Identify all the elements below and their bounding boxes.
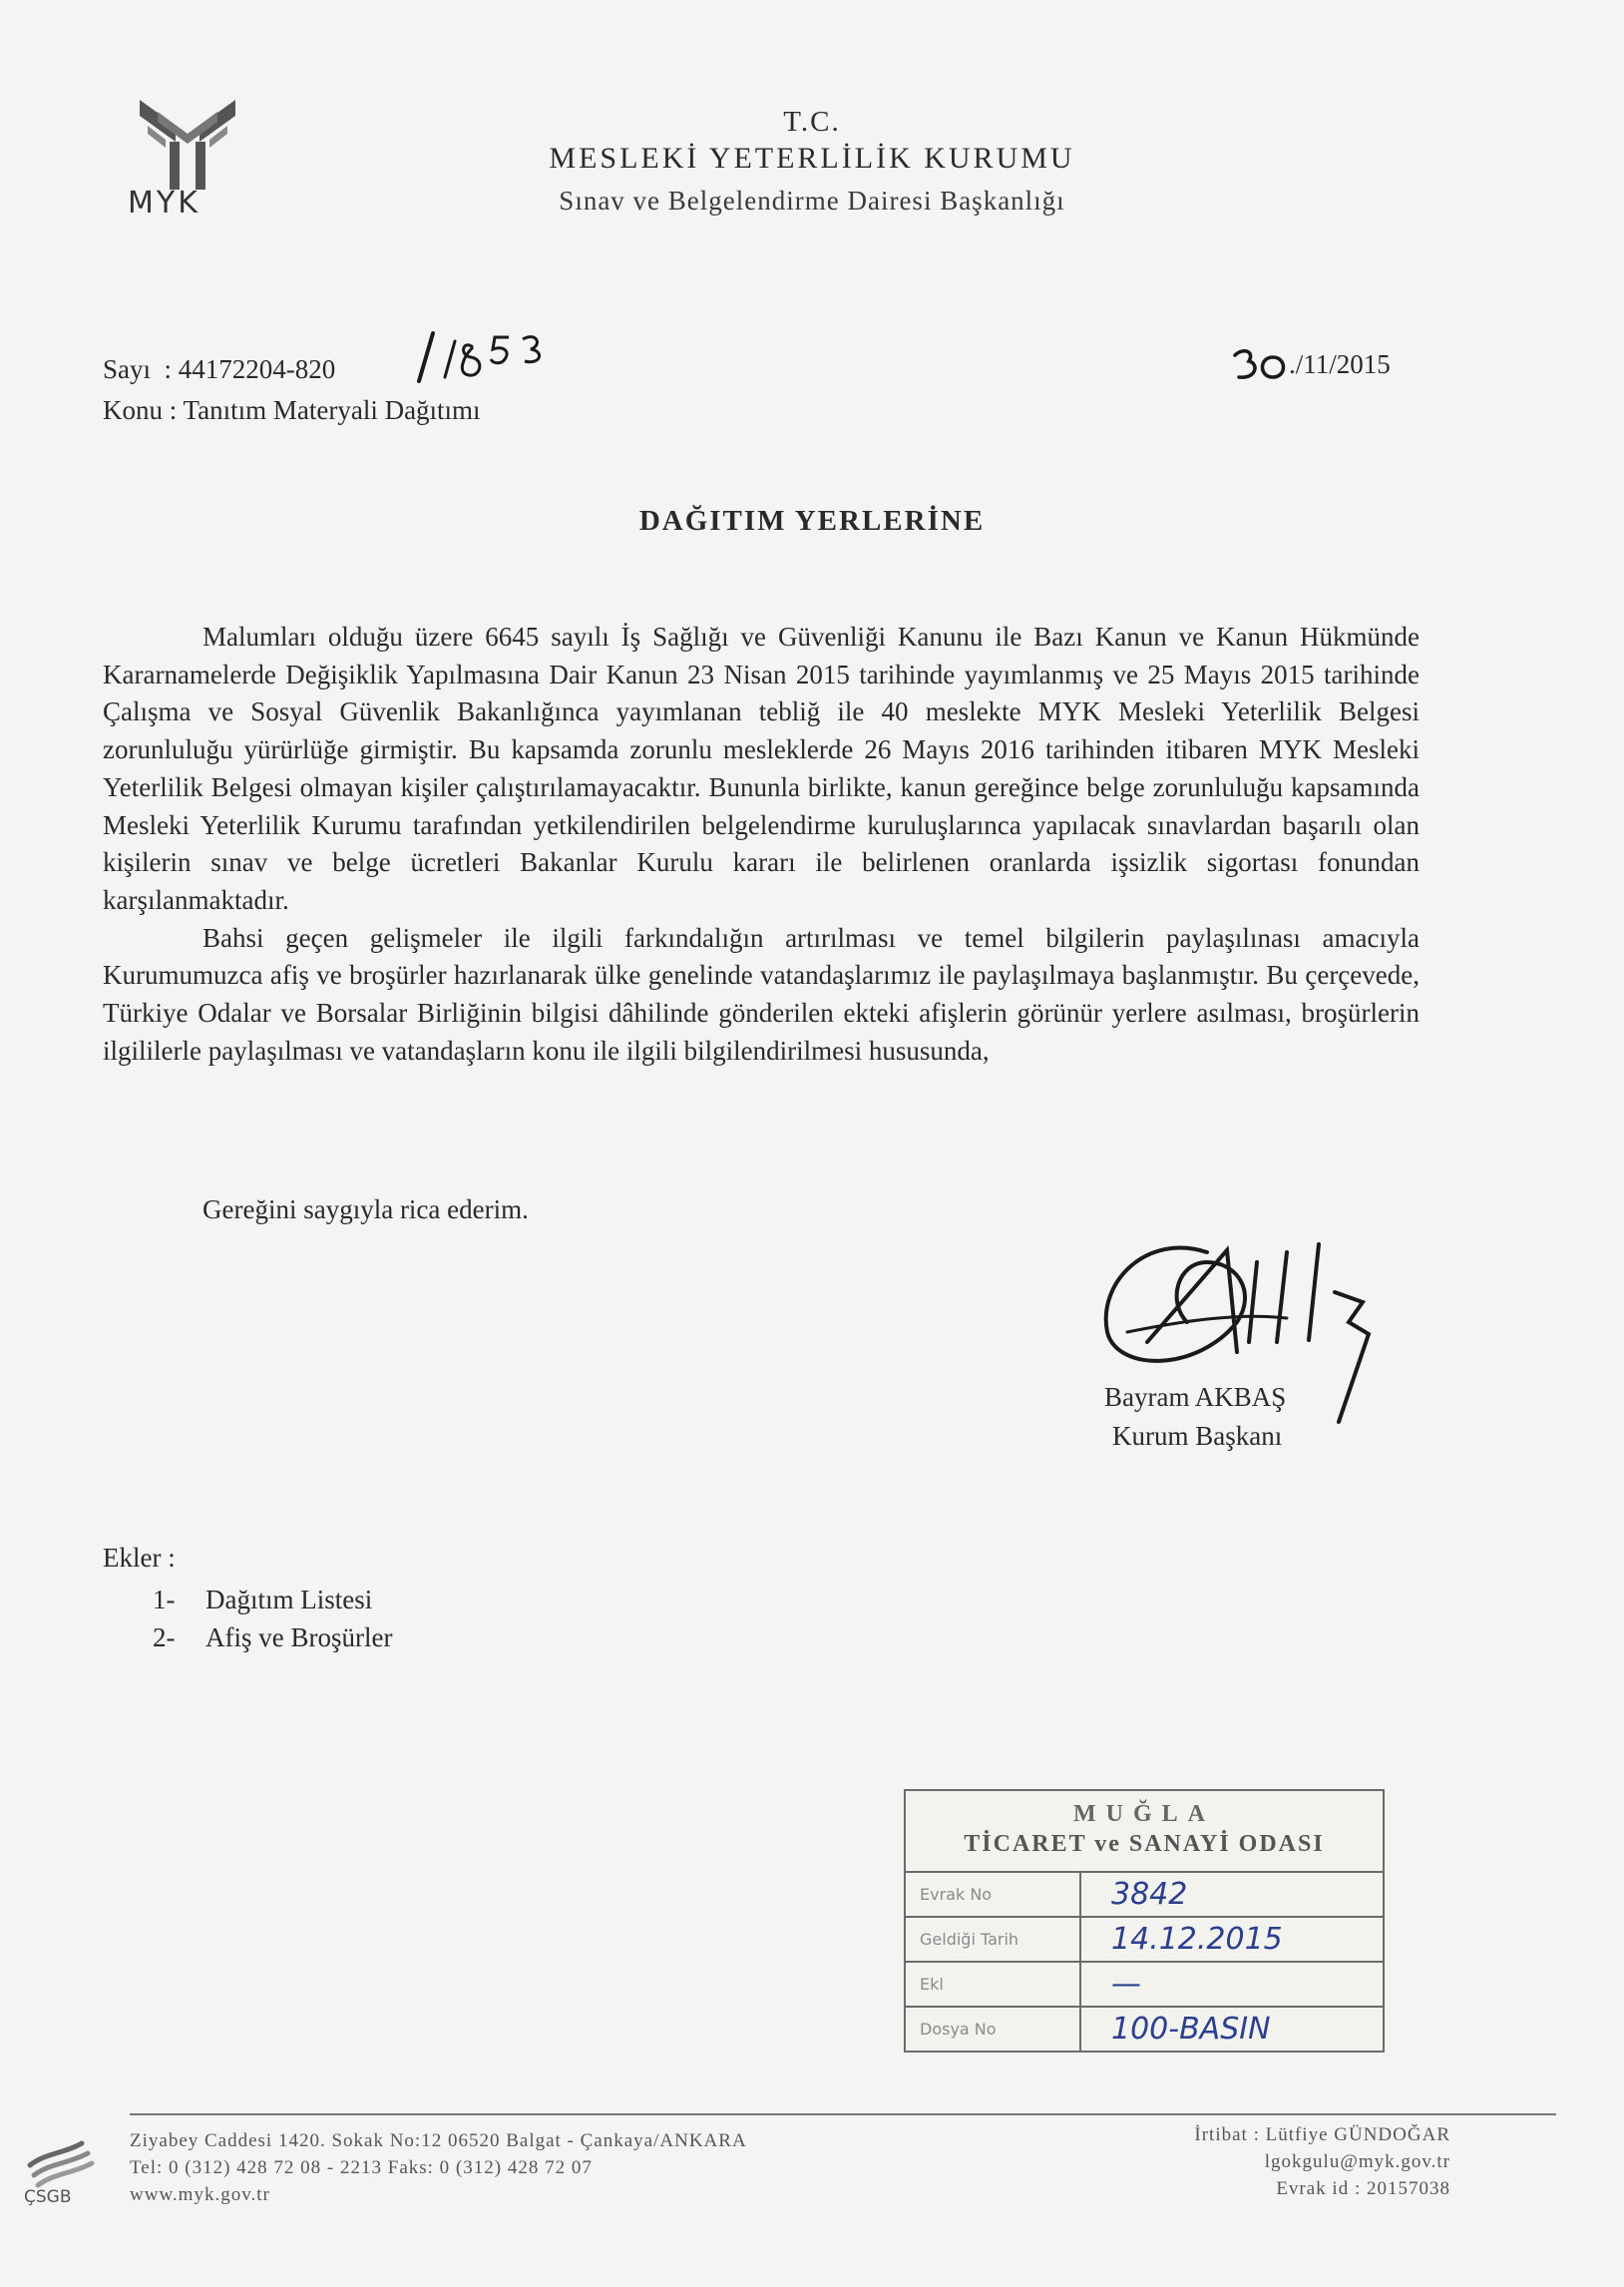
date-handwritten-day bbox=[1229, 345, 1289, 385]
footer-divider bbox=[130, 2113, 1556, 2115]
registry-stamp bbox=[904, 1789, 1385, 2053]
stamp-label: Dosya No bbox=[906, 2007, 1080, 2051]
sayi-row bbox=[103, 354, 335, 385]
closing-line: Gereğini saygıyla rica ederim. bbox=[203, 1194, 529, 1224]
stamp-label: Ekl bbox=[906, 1962, 1080, 2007]
konu-row bbox=[103, 395, 481, 426]
logo-text: MYK bbox=[128, 186, 201, 221]
stamp-value: 14.12.2015 bbox=[1080, 1917, 1383, 1962]
footer-contact-block bbox=[1194, 2121, 1450, 2202]
footer-logo-text: ÇSGB bbox=[24, 2187, 72, 2207]
stamp-value: 3842 bbox=[1080, 1872, 1383, 1917]
attachment-text: Dağıtım Listesi bbox=[205, 1585, 373, 1614]
konu-label: Konu bbox=[103, 395, 163, 425]
footer-phone: Tel: 0 (312) 428 72 08 - 2213 Faks: 0 (312) 428 72 07 bbox=[130, 2157, 593, 2178]
konu-value: : Tanıtım Materyali Dağıtımı bbox=[169, 395, 481, 425]
stamp-value: 100-BASIN bbox=[1080, 2007, 1383, 2051]
attachments-label: Ekler : bbox=[103, 1543, 176, 1573]
stamp-label: Evrak No bbox=[906, 1872, 1080, 1917]
footer-email: lgokgulu@myk.gov.tr bbox=[1264, 2151, 1450, 2172]
stamp-table bbox=[906, 1871, 1383, 2051]
signatory-title: Kurum Başkanı bbox=[1112, 1421, 1283, 1451]
letter-body bbox=[103, 619, 1420, 1070]
stamp-row bbox=[906, 1962, 1383, 2007]
csgb-logo bbox=[20, 2135, 100, 2195]
sayi-label: Sayı bbox=[103, 354, 152, 384]
stamp-organization: TİCARET ve SANAYİ ODASI bbox=[964, 1831, 1325, 1857]
attachment-item bbox=[153, 1618, 392, 1656]
stamp-row bbox=[906, 1917, 1383, 1962]
date-printed: ./11/2015 bbox=[1289, 349, 1391, 379]
attachments-list bbox=[153, 1581, 392, 1656]
header-organization: MESLEKİ YETERLİLİK KURUMU bbox=[549, 142, 1075, 175]
body-paragraph-2: Bahsi geçen gelişmeler ile ilgili farkındalığın artırılması ve temel bilgilerin paylaşılınası amacıyla Kurumumuzca afiş ve broşürler hazırlanarak ülke genelinde vatandaşlarımız ile paylaşılmaya başlanmıştır. Bu çerçevede, Türkiye Odalar ve Borsalar Birliğinin bilgisi dâhilinde gönderilen ekteki afişlerin görünür yerlere asılması, broşürlerin ilgililerle paylaşılması ve vatandaşların konu ile ilgili bilgilendirilmesi hususunda, bbox=[103, 922, 1420, 1066]
stamp-row bbox=[906, 2007, 1383, 2051]
footer-address-block bbox=[130, 2127, 747, 2208]
stamp-city: MUĞLA bbox=[1073, 1801, 1215, 1827]
attachment-number: 1- bbox=[153, 1585, 176, 1614]
footer-web: www.myk.gov.tr bbox=[130, 2184, 270, 2205]
attachment-item bbox=[153, 1581, 392, 1618]
sayi-handwritten-number bbox=[411, 325, 561, 385]
header-department: Sınav ve Belgelendirme Dairesi Başkanlığı bbox=[559, 186, 1065, 216]
stamp-row bbox=[906, 1872, 1383, 1917]
footer-evrak-id: Evrak id : 20157038 bbox=[1276, 2178, 1450, 2199]
attachment-text: Afiş ve Broşürler bbox=[205, 1622, 393, 1652]
sayi-value: : 44172204-820 bbox=[164, 354, 336, 384]
stamp-value: — bbox=[1080, 1962, 1383, 2007]
footer-contact: İrtibat : Lütfiye GÜNDOĞAR bbox=[1194, 2124, 1450, 2145]
footer-address: Ziyabey Caddesi 1420. Sokak No:12 06520 Balgat - Çankaya/ANKARA bbox=[130, 2130, 747, 2151]
body-paragraph-1: Malumları olduğu üzere 6645 sayılı İş Sağlığı ve Güvenliği Kanunu ile Bazı Kanun ve Kanun Hükmünde Kararnamelerde Değişiklik Yapılmasına Dair Kanun 23 Nisan 2015 tarihinde yayımlanmış ve 25 Mayıs 2015 tarihinde Çalışma ve Sosyal Güvenlik Bakanlığınca yayımlanan tebliğ ile 40 meslekte MYK Mesleki Yeterlilik Belgesi zorunluluğu yürürlüğe girmiştir. Bu kapsamda zorunlu mesleklerde 26 Mayıs 2016 tarihinden itibaren MYK Mesleki Yeterlilik Belgesi olmayan kişiler çalıştırılamayacaktır. Bununla birlikte, kanun gereğince belge zorunluluğu kapsamında Mesleki Yeterlilik Kurumu tarafından yetkilendirilen belgelendirme kuruluşlarınca yapılacak sınavlardan başarılı olan kişilerin sınav ve belge ücretleri Bakanlar Kurulu kararı ile belirlenen oranlarda işsizlik sigortası fonundan karşılanmaktadır. bbox=[103, 622, 1420, 915]
header-tc: T.C. bbox=[783, 106, 841, 138]
document-title: DAĞITIM YERLERİNE bbox=[638, 505, 986, 537]
stamp-label: Geldiği Tarih bbox=[906, 1917, 1080, 1962]
signatory-name: Bayram AKBAŞ bbox=[1104, 1382, 1287, 1412]
attachment-number: 2- bbox=[153, 1622, 176, 1652]
